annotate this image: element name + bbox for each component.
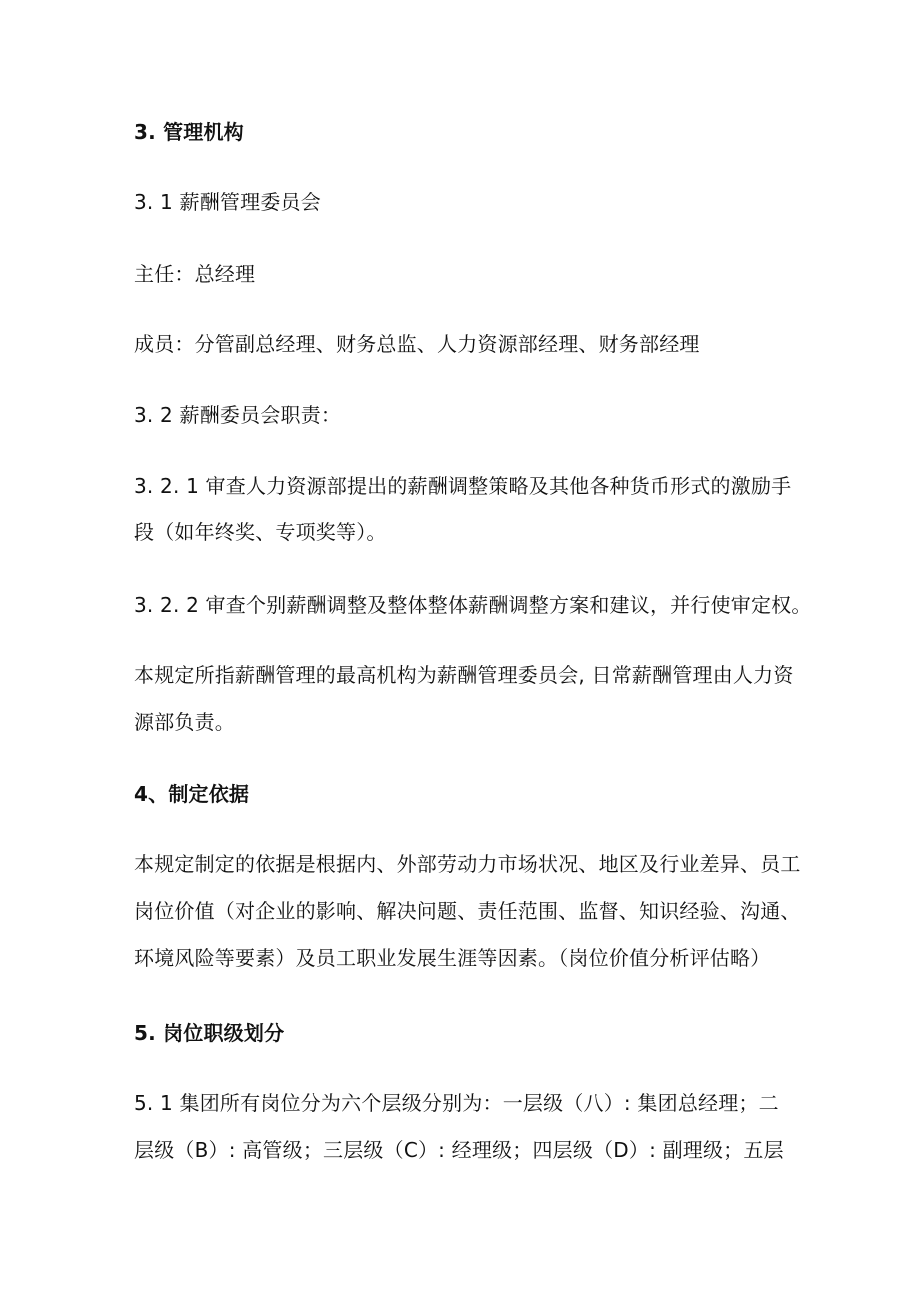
heading-basis: 4、制定依据 <box>134 782 250 806</box>
paragraph-levels-line-2: 层级（B）: 高管级；三层级（C）: 经理级；四层级（D）: 副理级；五层 <box>134 1138 784 1162</box>
paragraph-basis-line-2: 岗位价值（对企业的影响、解决问题、责任范围、监督、知识经验、沟通、 <box>134 899 801 923</box>
paragraph-duty-1-line-1: 3. 2. 1 审查人力资源部提出的薪酬调整策略及其他各种货币形式的激励手 <box>134 474 792 498</box>
heading-salary-committee: 3. 1 薪酬管理委员会 <box>134 190 321 214</box>
paragraph-levels-line-1: 5. 1 集团所有岗位分为六个层级分别为：一层级（八）: 集团总经理；二 <box>134 1091 779 1115</box>
heading-position-levels: 5. 岗位职级划分 <box>134 1021 285 1045</box>
paragraph-highest-authority-line-2: 源部负责。 <box>134 710 235 734</box>
paragraph-basis-line-1: 本规定制定的依据是根据内、外部劳动力市场状况、地区及行业差异、员工 <box>134 852 801 876</box>
heading-management-structure: 3. 管理机构 <box>134 120 244 144</box>
paragraph-director: 主任：总经理 <box>134 262 256 286</box>
paragraph-members: 成员：分管副总经理、财务总监、人力资源部经理、财务部经理 <box>134 332 700 356</box>
paragraph-duty-2: 3. 2. 2 审查个别薪酬调整及整体整体薪酬调整方案和建议，并行使审定权。 <box>134 593 812 617</box>
paragraph-duty-1-line-2: 段（如年终奖、专项奖等）。 <box>134 520 387 544</box>
heading-committee-duties: 3. 2 薪酬委员会职责： <box>134 403 342 427</box>
paragraph-highest-authority-line-1: 本规定所指薪酬管理的最高机构为薪酬管理委员会, 日常薪酬管理由人力资 <box>134 663 794 687</box>
paragraph-basis-line-3: 环境风险等要素）及员工职业发展生涯等因素。（岗位价值分析评估略） <box>134 946 771 970</box>
